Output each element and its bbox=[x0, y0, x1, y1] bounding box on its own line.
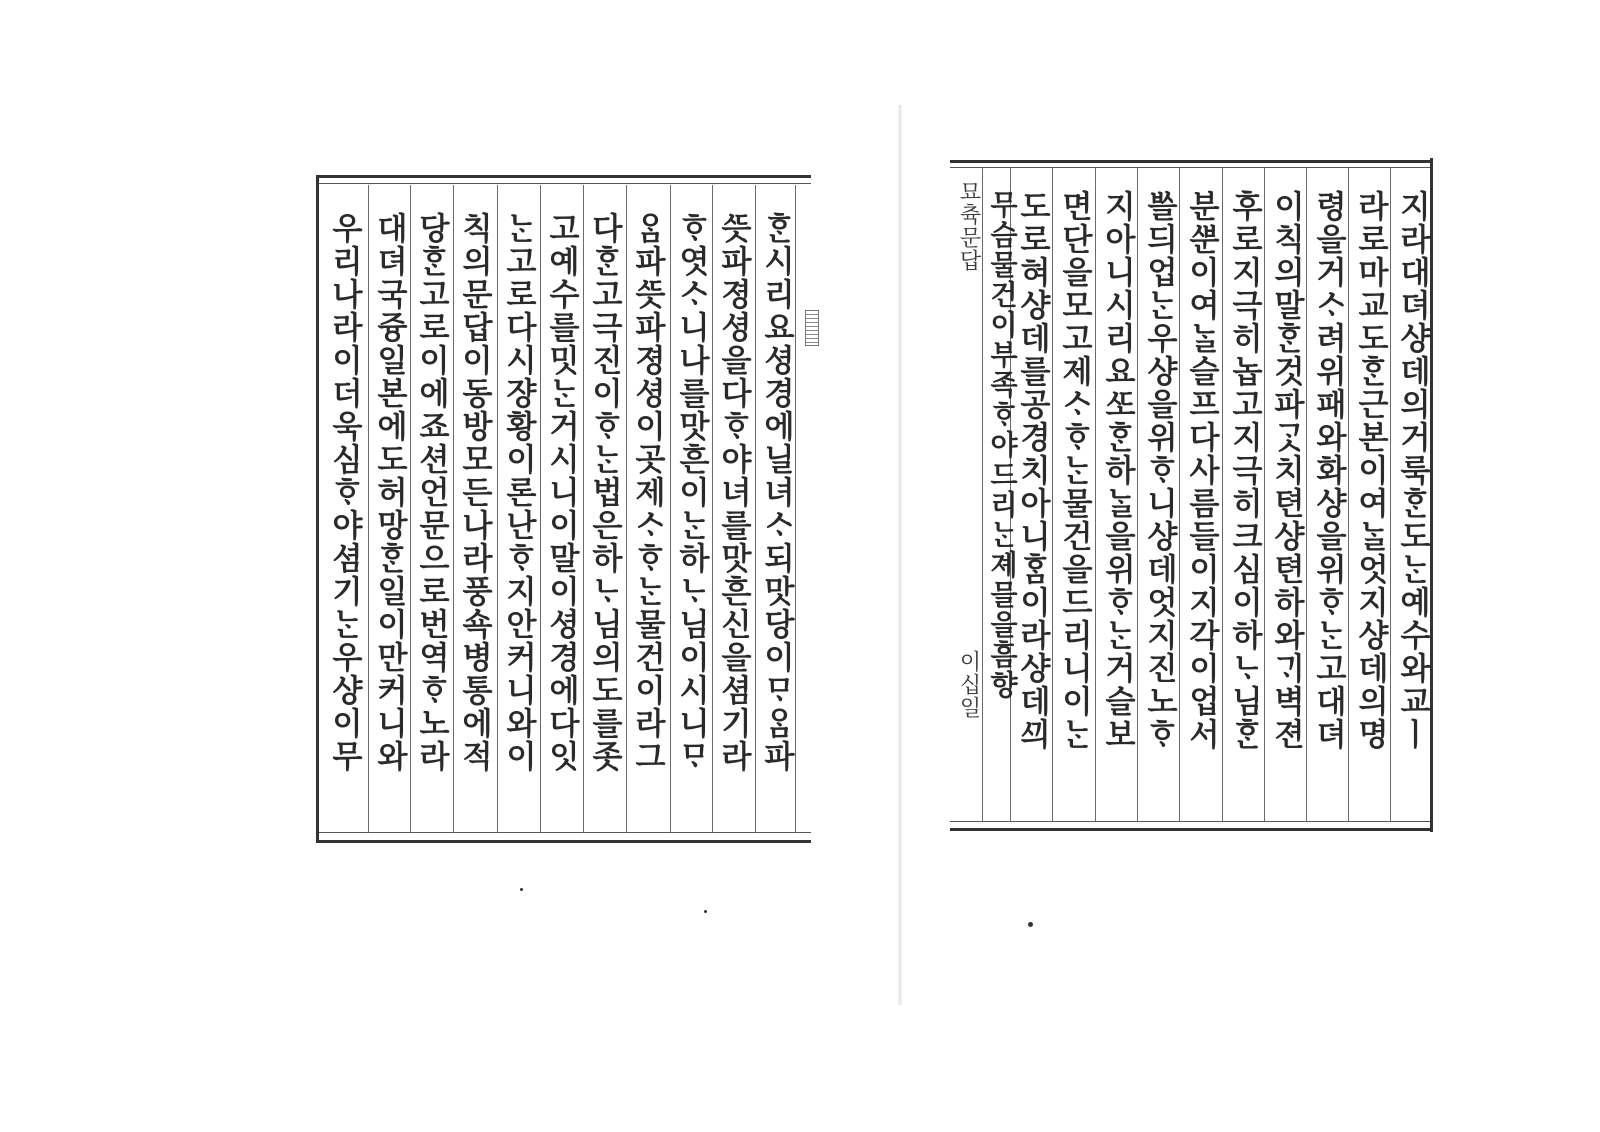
text-column: 도로혀샹데를공경치아니ᄒᆞᆷ이라샹데ᄭᅴ bbox=[1014, 190, 1050, 751]
column-rule bbox=[540, 185, 541, 833]
text-column: 고예수를밋ᄂᆞᆫ거시니이말이셩경에다잇 bbox=[543, 212, 579, 773]
column-rule bbox=[670, 185, 671, 833]
column-rule bbox=[795, 185, 796, 833]
column-rule bbox=[1052, 168, 1053, 822]
text-column: 다ᄒᆞᆫ고극진이ᄒᆞᄂᆞᆫ법은하ᄂᆞ님의도를좃 bbox=[586, 212, 622, 773]
right-frame-bottom bbox=[950, 828, 1433, 831]
right-frame-top bbox=[950, 160, 1433, 163]
text-column: 후로지극히놉고지극히크심이하ᄂᆞ님ᄒᆞᆫ bbox=[1226, 190, 1262, 751]
text-column: 무슴물건이부족ᄒᆞ야드리ᄂᆞᆫ졔믈을흠향 bbox=[986, 190, 1019, 700]
column-rule bbox=[626, 185, 627, 833]
column-rule bbox=[1306, 168, 1307, 822]
right-frame-top-inner bbox=[950, 167, 1433, 168]
column-rule bbox=[1222, 168, 1223, 822]
column-rule bbox=[583, 185, 584, 833]
ink-speck bbox=[704, 910, 707, 913]
column-rule bbox=[982, 168, 983, 822]
text-column: ᄡᅳᆯ듸업ᄂᆞᆫ우샹을위ᄒᆞ니샹데엇지진노ᄒᆞ bbox=[1141, 190, 1177, 751]
text-column: 우리나라이더욱심ᄒᆞ야셤기ᄂᆞᆫ우샹이무 bbox=[326, 212, 362, 773]
column-rule bbox=[755, 185, 756, 833]
column-rule bbox=[497, 185, 498, 833]
left-frame-bottom-inner bbox=[318, 832, 811, 833]
ink-speck bbox=[520, 888, 523, 891]
text-column: 당ᄒᆞᆫ고로이에죠션언문으로번역ᄒᆞ노라 bbox=[413, 212, 449, 773]
text-column: 분ᄲᅮᆫ이여ᄂᆞᆯ슬프다사름들이지각이업서 bbox=[1183, 190, 1219, 751]
text-column: 령을거ᄉᆞ려위패와화샹을위ᄒᆞᄂᆞᆫ고대뎌 bbox=[1310, 190, 1346, 751]
text-column: ᄯᅳᆺ파졍셩을다ᄒᆞ야녀를맛흔신을셤기라 bbox=[715, 212, 751, 773]
text-column: 대뎌국즁일본에도허망ᄒᆞᆫ일이만커니와 bbox=[371, 212, 407, 773]
left-frame-top-inner bbox=[318, 183, 811, 184]
column-rule bbox=[453, 185, 454, 833]
text-column: 이칙의말ᄒᆞᆫ것파ᄀᆞᆺ치텬샹텬하와ᄀᆡ벽젼 bbox=[1268, 190, 1304, 751]
text-column: ᄂᆞᆫ고로다시쟝황이론난ᄒᆞ지안커니와이 bbox=[500, 212, 536, 773]
column-rule bbox=[1264, 168, 1265, 822]
text-column: ᄋᆞᆷ파ᄯᅳᆺ파졍셩이곳제ᄉᆞᄒᆞᄂᆞᆫ물건이라그 bbox=[629, 212, 665, 773]
text-column: ᄒᆞᆫ시리요셩경에닐녀ᄉᆞ되맛당이ᄆᆞᄋᆞᆷ파 bbox=[758, 212, 794, 773]
margin-title: 묘츅문답 bbox=[956, 180, 981, 272]
left-frame-top bbox=[318, 175, 811, 178]
column-rule bbox=[1137, 168, 1138, 822]
text-column: 지아니시리요ᄯᅩᄒᆞᆫ하ᄂᆞᆯ을위ᄒᆞᄂᆞᆫ거슬보 bbox=[1099, 190, 1135, 751]
ink-speck bbox=[1028, 922, 1033, 927]
text-column: 면단을모고제ᄉᆞᄒᆞᄂᆞᆫ물건을드리니이ᄂᆞᆫ bbox=[1056, 190, 1092, 751]
column-rule bbox=[1348, 168, 1349, 822]
column-rule bbox=[410, 185, 411, 833]
column-rule bbox=[712, 185, 713, 833]
fold-mark bbox=[805, 310, 819, 346]
text-column: 지라대뎌샹데의거룩ᄒᆞᆫ도ᄂᆞᆫ예수와교ㅣ bbox=[1394, 190, 1430, 751]
text-column: 칙의문답이동방모든나라풍쇽병통에적 bbox=[456, 212, 492, 773]
left-frame-bottom bbox=[318, 840, 811, 843]
text-column: 라로마교도ᄒᆞᆫ근본이여ᄂᆞᆯ엇지샹데의명 bbox=[1352, 190, 1388, 751]
column-rule bbox=[1390, 168, 1391, 822]
column-rule bbox=[368, 185, 369, 833]
right-frame-bottom-inner bbox=[950, 821, 1433, 822]
column-rule bbox=[1179, 168, 1180, 822]
column-rule bbox=[1095, 168, 1096, 822]
text-column: ᄒᆞ엿ᄉᆞ니나를맛흔이ᄂᆞᆫ하ᄂᆞ님이시니ᄆᆞ bbox=[673, 212, 709, 773]
margin-page-number: 이십일 bbox=[956, 650, 981, 719]
right-frame-side bbox=[1430, 158, 1433, 832]
left-frame-side bbox=[316, 175, 319, 843]
book-gutter bbox=[898, 105, 902, 1005]
